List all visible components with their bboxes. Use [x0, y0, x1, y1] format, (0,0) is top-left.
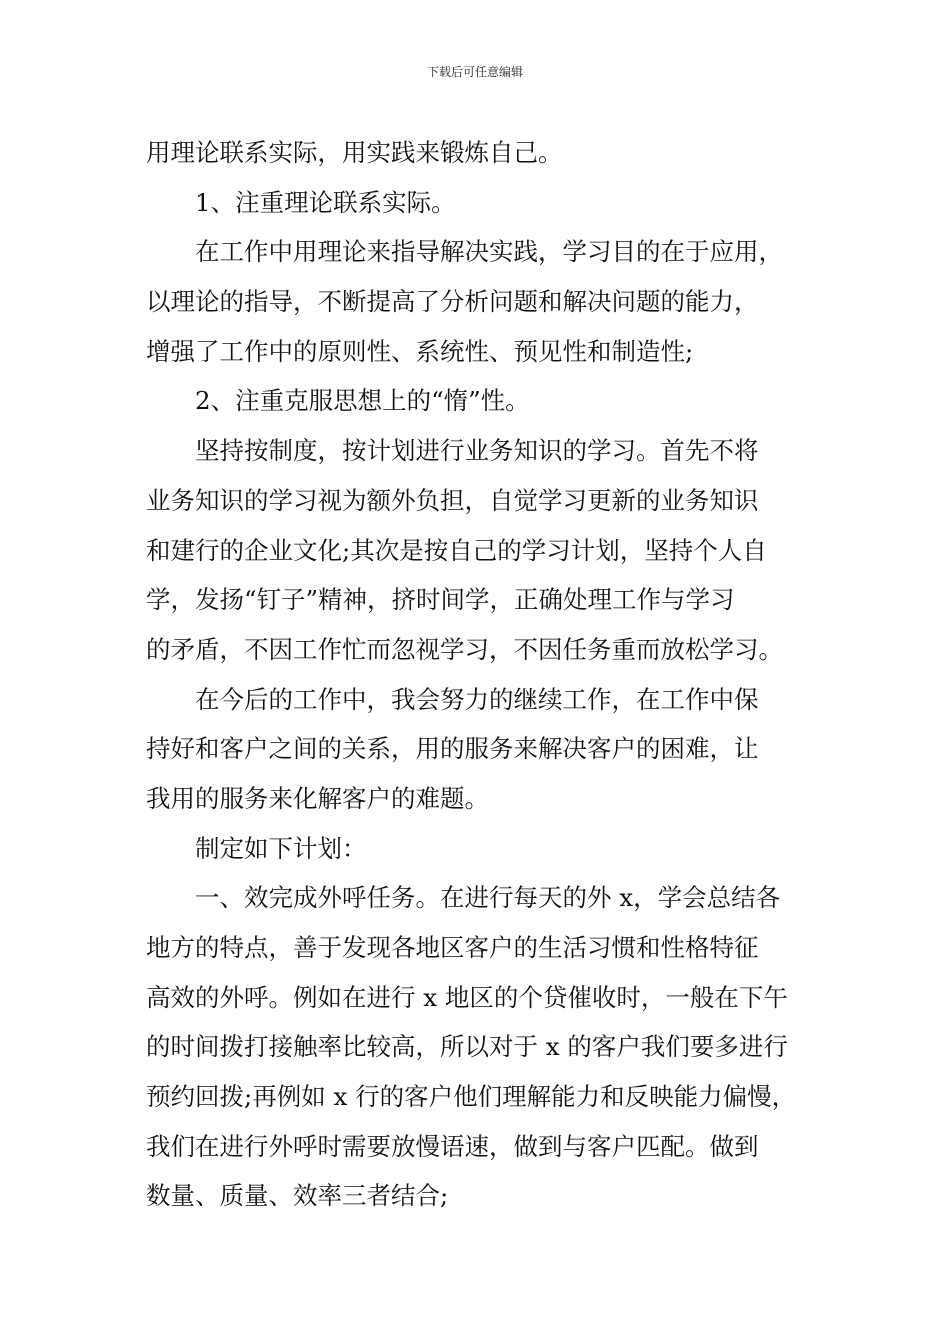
document-body: [146, 128, 816, 1221]
text-line: 预约回拨;再例如 x 行的客户他们理解能力和反映能力偏慢，: [146, 1082, 797, 1112]
text-line: 我用的服务来化解客户的难题。: [146, 783, 489, 813]
text-line: 的矛盾，不因工作忙而忽视学习，不因任务重而放松学习。: [146, 634, 783, 664]
text-line: 学，发扬“钉子”精神，挤时间学，正确处理工作与学习: [146, 585, 735, 615]
text-line: 2、注重克服思想上的“惰”性。: [195, 386, 530, 416]
text-line: 业务知识的学习视为额外负担，自觉学习更新的业务知识: [146, 485, 759, 515]
text-line: 我们在进行外呼时需要放慢语速，做到与客户匹配。做到: [146, 1131, 759, 1161]
page-header: 下载后可任意编辑: [426, 65, 523, 79]
text-line: 在今后的工作中，我会努力的继续工作，在工作中保: [195, 684, 759, 714]
text-line: 坚持按制度，按计划进行业务知识的学习。首先不将: [195, 436, 759, 466]
text-line: 持好和客户之间的关系，用的服务来解决客户的困难，让: [146, 734, 759, 764]
text-line: 1、注重理论联系实际。: [195, 187, 456, 217]
text-line: 一、效完成外呼任务。在进行每天的外 x，学会总结各: [195, 883, 781, 913]
text-line: 高效的外呼。例如在进行 x 地区的个贷催收时，一般在下午: [146, 982, 788, 1012]
text-line: 的时间拨打接触率比较高，所以对于 x 的客户我们要多进行: [146, 1032, 788, 1062]
text-line: 增强了工作中的原则性、系统性、预见性和制造性;: [146, 336, 694, 366]
text-line: 制定如下计划：: [195, 833, 367, 863]
text-line: 以理论的指导，不断提高了分析问题和解决问题的能力，: [146, 287, 759, 317]
text-line: 地方的特点，善于发现各地区客户的生活习惯和性格特征: [146, 933, 759, 962]
text-line: 在工作中用理论来指导解决实践，学习目的在于应用，: [195, 237, 783, 267]
text-line: 和建行的企业文化;其次是按自己的学习计划，坚持个人自: [146, 535, 767, 565]
text-line: 用理论联系实际，用实践来锻炼自己。: [146, 138, 563, 167]
text-line: 数量、质量、效率三者结合;: [146, 1181, 449, 1211]
